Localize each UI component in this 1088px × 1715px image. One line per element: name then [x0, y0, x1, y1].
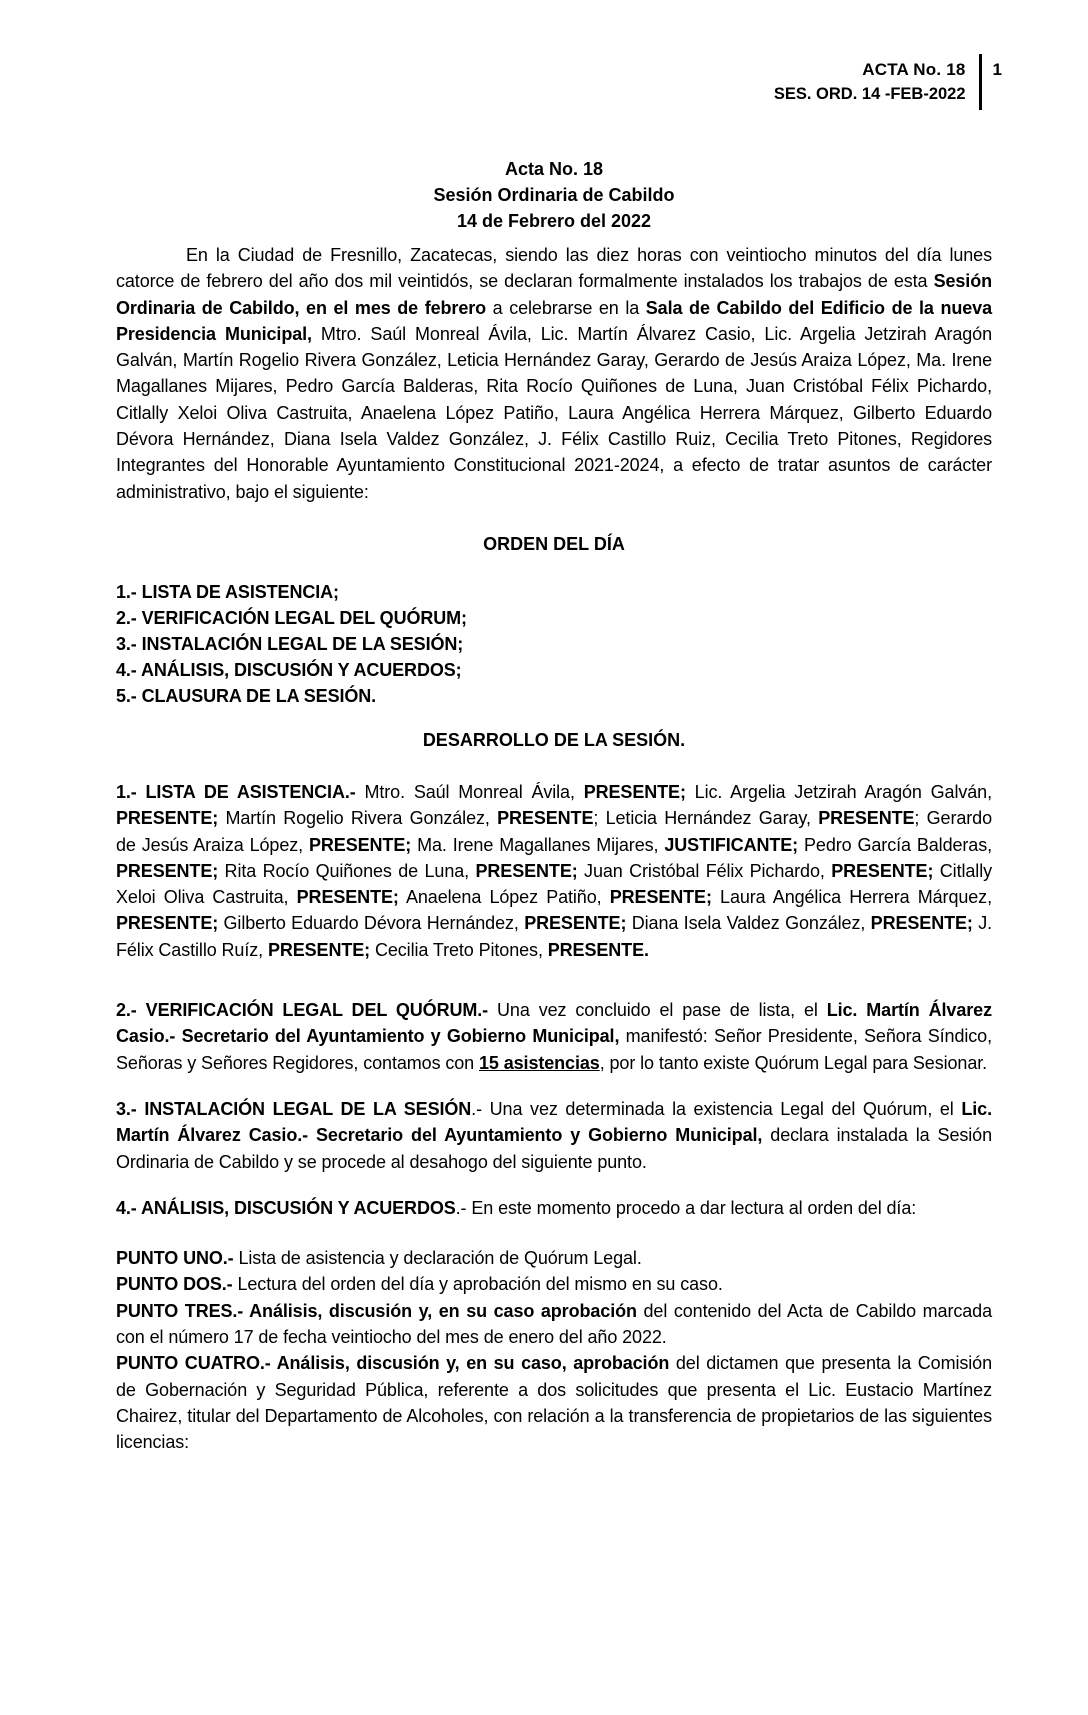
- orden-del-dia-list: [116, 579, 992, 709]
- header-text-block: [774, 54, 966, 110]
- header-acta-number: ACTA No. 18: [862, 60, 966, 79]
- verificacion-quorum-paragraph: 2.- VERIFICACIÓN LEGAL DEL QUÓRUM.- Una vez concluido el pase de lista, el Lic. Martín Álvarez Casio.- Secretario del Ayuntamiento y Gobierno Municipal, manifestó: Señor Presidente, Señora Síndico, Señoras y Señores Regidores, contamos con 15 asistencias, por lo tanto existe Quórum Legal para Sesionar.: [116, 1000, 992, 1073]
- title-session-type: Sesión Ordinaria de Cabildo: [433, 185, 675, 205]
- punto-dos-paragraph: PUNTO DOS.- Lectura del orden del día y aprobación del mismo en su caso.: [116, 1274, 723, 1295]
- punto-cuatro-paragraph: PUNTO CUATRO.- Análisis, discusión y, en su caso, aprobación del dictamen que presenta la Comisión de Gobernación y Seguridad Pública, referente a dos solicitudes que presenta el Lic. Eustacio Martínez Chairez, titular del Departamento de Alcoholes, con relación a la transferencia de propietarios de las siguientes licencias:: [116, 1353, 992, 1453]
- header-divider-line: [979, 54, 982, 110]
- analisis-acuerdos-paragraph: 4.- ANÁLISIS, DISCUSIÓN Y ACUERDOS.- En este momento procedo a dar lectura al orden del día:: [116, 1197, 917, 1218]
- title-acta-number: Acta No. 18: [504, 159, 604, 179]
- agenda-item-3: 3.- INSTALACIÓN LEGAL DE LA SESIÓN;: [116, 633, 464, 654]
- puntos-block: [116, 1245, 992, 1455]
- agenda-item-4: 4.- ANÁLISIS, DISCUSIÓN Y ACUERDOS;: [116, 659, 462, 680]
- header-session-date: SES. ORD. 14 -FEB-2022: [773, 85, 966, 103]
- document-title: [116, 156, 992, 234]
- desarrollo-heading: DESARROLLO DE LA SESIÓN.: [422, 729, 686, 750]
- agenda-item-1: 1.- LISTA DE ASISTENCIA;: [116, 581, 339, 602]
- header-page-number: 1: [992, 60, 1002, 79]
- punto-uno-paragraph: PUNTO UNO.- Lista de asistencia y declaración de Quórum Legal.: [116, 1248, 642, 1269]
- agenda-item-2: 2.- VERIFICACIÓN LEGAL DEL QUÓRUM;: [116, 607, 467, 628]
- lista-asistencia-paragraph: 1.- LISTA DE ASISTENCIA.- Mtro. Saúl Monreal Ávila, PRESENTE; Lic. Argelia Jetzirah Aragón Galván, PRESENTE; Martín Rogelio Rivera González, PRESENTE; Leticia Hernández Garay, PRESENTE; Gerardo de Jesús Araiza López, PRESENTE; Ma. Irene Magallanes Mijares, JUSTIFICANTE; Pedro García Balderas, PRESENTE; Rita Rocío Quiñones de Luna, PRESENTE; Juan Cristóbal Félix Pichardo, PRESENTE; Citlally Xeloi Oliva Castruita, PRESENTE; Anaelena López Patiño, PRESENTE; Laura Angélica Herrera Márquez, PRESENTE; Gilberto Eduardo Dévora Hernández, PRESENTE; Diana Isela Valdez González, PRESENTE; J. Félix Castillo Ruíz, PRESENTE; Cecilia Treto Pitones, PRESENTE.: [116, 781, 993, 960]
- punto-tres-paragraph: PUNTO TRES.- Análisis, discusión y, en su caso aprobación del contenido del Acta de Cabildo marcada con el número 17 de fecha veintiocho del mes de enero del año 2022.: [116, 1300, 992, 1348]
- orden-del-dia-heading: ORDEN DEL DÍA: [483, 533, 625, 554]
- intro-paragraph: En la Ciudad de Fresnillo, Zacatecas, siendo las diez horas con veintiocho minutos del día lunes catorce de febrero del año dos mil veintidós, se declaran formalmente instalados los trabajos de esta Sesión Ordinaria de Cabildo, en el mes de febrero a celebrarse en la Sala de Cabildo del Edificio de la nueva Presidencia Municipal, Mtro. Saúl Monreal Ávila, Lic. Martín Álvarez Casio, Lic. Argelia Jetzirah Aragón Galván, Martín Rogelio Rivera González, Leticia Hernández Garay, Gerardo de Jesús Araiza López, Ma. Irene Magallanes Mijares, Pedro García Balderas, Rita Rocío Quiñones de Luna, Juan Cristóbal Félix Pichardo, Citlally Xeloi Oliva Castruita, Anaelena López Patiño, Laura Angélica Herrera Márquez, Gilberto Eduardo Dévora Hernández, Diana Isela Valdez González, J. Félix Castillo Ruiz, Cecilia Treto Pitones, Regidores Integrantes del Honorable Ayuntamiento Constitucional 2021-2024, a efecto de tratar asuntos de carácter administrativo, bajo el siguiente:: [116, 245, 992, 502]
- agenda-item-5: 5.- CLAUSURA DE LA SESIÓN.: [116, 685, 377, 706]
- title-date: 14 de Febrero del 2022: [456, 211, 652, 231]
- instalacion-sesion-paragraph: 3.- INSTALACIÓN LEGAL DE LA SESIÓN.- Una vez determinada la existencia Legal del Quórum, el Lic. Martín Álvarez Casio.- Secretario del Ayuntamiento y Gobierno Municipal, declara instalada la Sesión Ordinaria de Cabildo y se procede al desahogo del siguiente punto.: [116, 1098, 992, 1172]
- page-header: [116, 54, 1002, 110]
